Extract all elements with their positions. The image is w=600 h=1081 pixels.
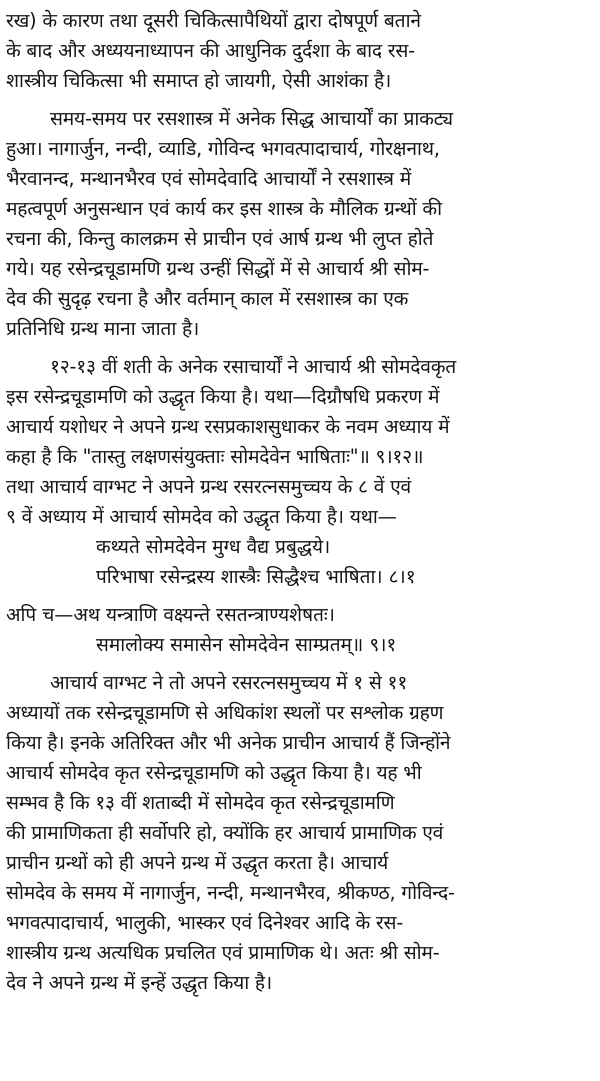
text-line: कहा है कि "तास्तु लक्षणसंयुक्ताः सोमदेवेन भाषिताः"॥ ९।१२॥ bbox=[6, 445, 424, 468]
paragraph-3 bbox=[6, 352, 594, 532]
paragraph-2 bbox=[6, 104, 594, 344]
text-line: प्रतिनिधि ग्रन्थ माना जाता है। bbox=[6, 317, 200, 340]
text-line: आचार्य यशोधर ने अपने ग्रन्थ रसप्रकाशसुधाकर के नवम अध्याय में bbox=[6, 415, 450, 438]
text-line: देव की सुदृढ़ रचना है और वर्तमान् काल में रसशास्त्र का एक bbox=[6, 287, 409, 310]
text-line: प्राचीन ग्रन्थों को ही अपने ग्रन्थ में उद्धृत करता है। आचार्य bbox=[6, 851, 389, 874]
text-line: सोमदेव के समय में नागार्जुन, नन्दी, मन्थानभैरव, श्रीकण्ठ, गोविन्द- bbox=[6, 881, 455, 904]
verse-block-1 bbox=[6, 532, 594, 592]
text-line: अध्यायों तक रसेन्द्रचूडामणि से अधिकांश स्थलों पर सश्लोक ग्रहण bbox=[6, 701, 444, 724]
text-line: की प्रामाणिकता ही सर्वोपरि हो, क्योंकि हर आचार्य प्रामाणिक एवं bbox=[6, 821, 444, 844]
paragraph-4 bbox=[6, 668, 594, 998]
text-line: भगवत्पादाचार्य, भालुकी, भास्कर एवं दिनेश्वर आदि के रस- bbox=[6, 911, 404, 934]
text-line: इस रसेन्द्रचूडामणि को उद्धृत किया है। यथा—दिग्रौषधि प्रकरण में bbox=[6, 385, 440, 408]
text-line: के बाद और अध्ययनाध्यापन की आधुनिक दुर्दशा के बाद रस- bbox=[6, 39, 415, 62]
text-line: गये। यह रसेन्द्रचूडामणि ग्रन्थ उन्हीं सिद्धों में से आचार्य श्री सोम- bbox=[6, 257, 430, 280]
verse-line: कथ्यते सोमदेवेन मुग्ध वैद्य प्रबुद्धये। bbox=[96, 536, 331, 558]
text-line: भैरवानन्द, मन्थानभैरव एवं सोमदेवादि आचार्यों ने रसशास्त्र में bbox=[6, 167, 411, 190]
text-line: शास्त्रीय ग्रन्थ अत्यधिक प्रचलित एवं प्रामाणिक थे। अतः श्री सोम- bbox=[6, 941, 440, 964]
text-line: आचार्य सोमदेव कृत रसेन्द्रचूडामणि को उद्धृत किया है। यह भी bbox=[6, 761, 422, 784]
text-line: देव ने अपने ग्रन्थ में इन्हें उद्धृत किया है। bbox=[6, 971, 272, 994]
verse-line: समालोक्य समासेन सोमदेवेन साम्प्रतम्॥ ९।१ bbox=[96, 634, 397, 656]
text-line: रख) के कारण तथा दूसरी चिकित्सापैथियों द्वारा दोषपूर्ण बताने bbox=[6, 9, 421, 32]
text-line: १२-१३ वीं शती के अनेक रसाचार्यों ने आचार्य श्री सोमदेवकृत bbox=[50, 355, 456, 378]
text-line: हुआ। नागार्जुन, नन्दी, व्याडि, गोविन्द भगवत्पादाचार्य, गोरक्षनाथ, bbox=[6, 137, 440, 160]
text-line: महत्वपूर्ण अनुसन्धान एवं कार्य कर इस शास्त्र के मौलिक ग्रन्थों की bbox=[6, 197, 442, 220]
verse-line: परिभाषा रसेन्द्रस्य शास्त्रैः सिद्धैश्च भाषिता। ८।१ bbox=[96, 566, 416, 588]
text-line: समय-समय पर रसशास्त्र में अनेक सिद्ध आचार्यों का प्राकट्य bbox=[50, 107, 453, 130]
text-line: रचना की, किन्तु कालक्रम से प्राचीन एवं आर्ष ग्रन्थ भी लुप्त होते bbox=[6, 227, 434, 250]
verse-block-2 bbox=[6, 600, 594, 660]
text-line: आचार्य वाग्भट ने तो अपने रसरत्नसमुच्चय में १ से ११ bbox=[50, 671, 408, 694]
text-line: सम्भव है कि १३ वीं शताब्दी में सोमदेव कृत रसेन्द्रचूडामणि bbox=[6, 791, 395, 814]
paragraph-1 bbox=[6, 6, 594, 96]
text-line: शास्त्रीय चिकित्सा भी समाप्त हो जायगी, ऐसी आशंका है। bbox=[6, 69, 392, 92]
text-line: तथा आचार्य वाग्भट ने अपने ग्रन्थ रसरत्नसमुच्चय के ८ वें एवं bbox=[6, 475, 411, 498]
verse-line: अपि च—अथ यन्त्राणि वक्ष्यन्ते रसतन्त्राण्यशेषतः। bbox=[6, 604, 335, 626]
text-line: किया है। इनके अतिरिक्त और भी अनेक प्राचीन आचार्य हैं जिन्होंने bbox=[6, 731, 451, 754]
text-line: ९ वें अध्याय में आचार्य सोमदेव को उद्धृत किया है। यथा— bbox=[6, 505, 397, 528]
